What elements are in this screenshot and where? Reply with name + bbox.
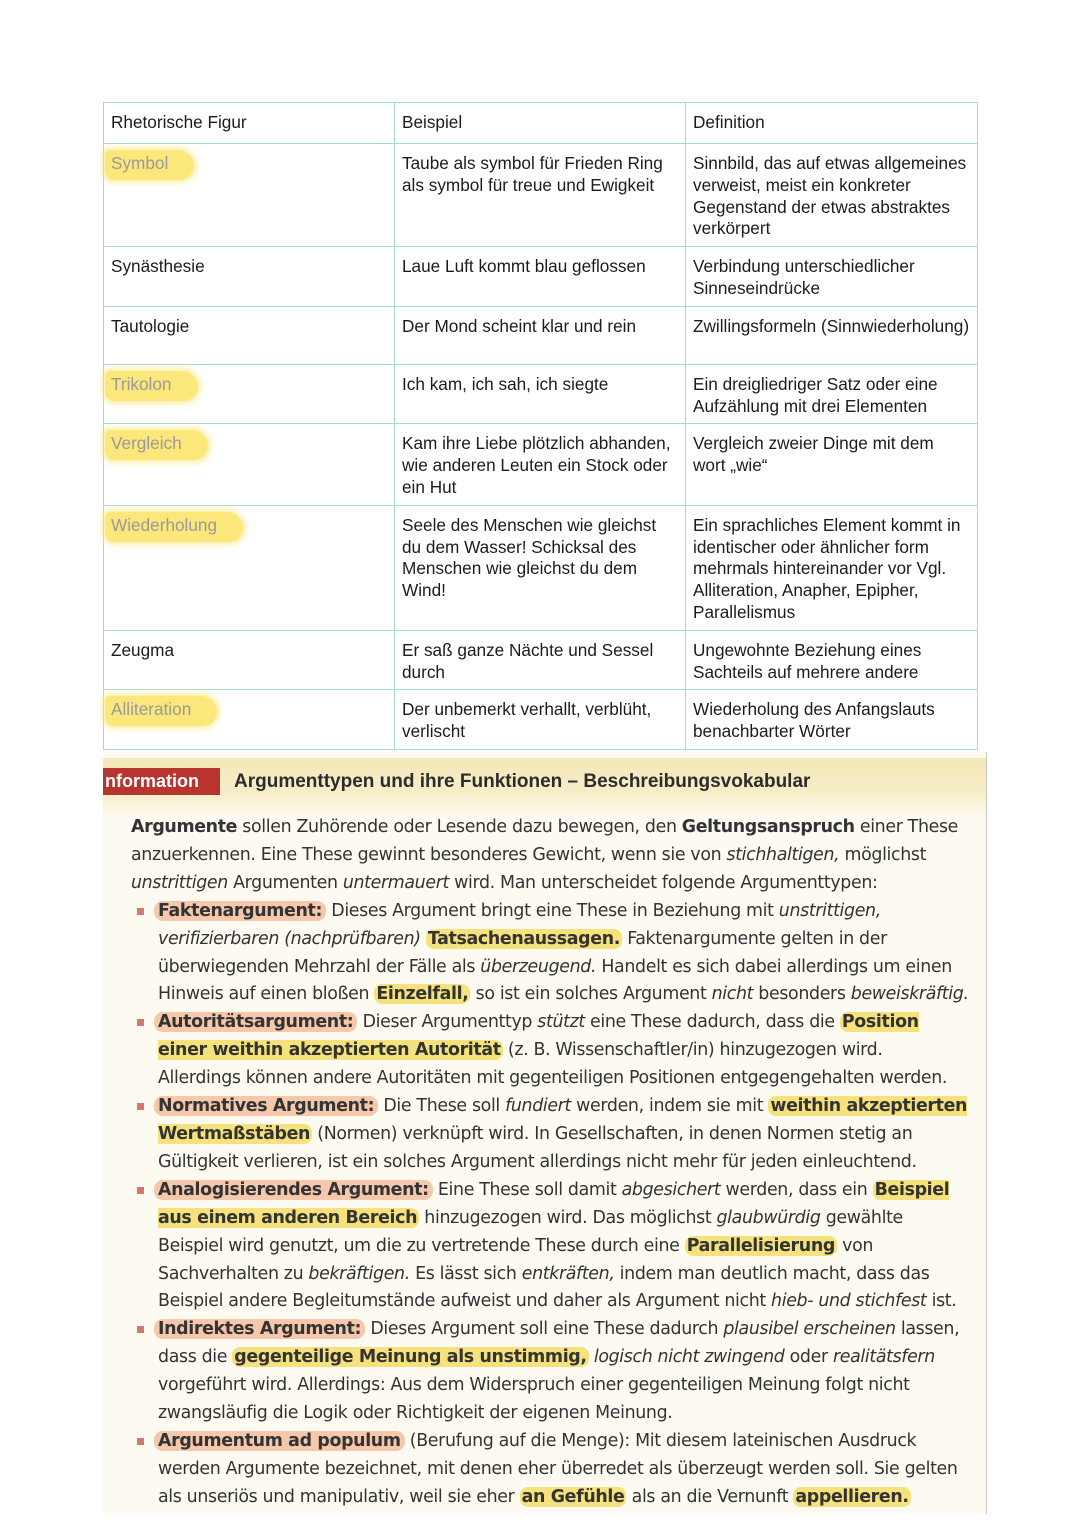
text-bold: Geltungsanspruch [681, 817, 855, 837]
info-right-rule [986, 752, 987, 1514]
example-cell: Der Mond scheint klar und rein [395, 306, 686, 364]
text-italic: logisch nicht zwingend [593, 1347, 785, 1368]
argument-term: Normatives Argument: [154, 1096, 378, 1116]
text-highlight: appellieren. [795, 1486, 909, 1507]
definition-cell: Zwillingsformeln (Sinnwiederholung) [686, 306, 978, 364]
definition-cell: Wiederholung des Anfangslauts benachbarter Wörter [686, 690, 978, 750]
figure-name: Trikolon [105, 371, 198, 401]
text-italic: stichhaltigen, [726, 844, 840, 865]
definition-cell: Verbindung unterschiedlicher Sinneseindrücke [686, 247, 978, 307]
text: ist. [926, 1291, 957, 1312]
text: oder [784, 1347, 833, 1368]
text: (z. B. Wissenschaftler/in) hinzugezogen wird. Allerdings können andere Autoritäten mit gegenteiligen Positionen entgegengehalten werden. [158, 1040, 948, 1089]
text-bold: Argumente [131, 817, 238, 837]
text-italic: entkräften, [521, 1263, 615, 1284]
text-italic: glaubwürdig [716, 1207, 821, 1228]
figure-cell: Zeugma [104, 630, 395, 690]
text: Es lässt sich [409, 1263, 522, 1284]
example-cell: Ich kam, ich sah, ich siegte [395, 364, 686, 424]
figure-name: Alliteration [105, 696, 217, 726]
text: einer These anzuerkennen. Eine These gewinnt besonderes Gewicht, wenn sie von [131, 817, 959, 865]
info-title: Argumenttypen und ihre Funktionen – Beschreibungsvokabular [234, 771, 811, 792]
text: hinzugezogen wird. Das möglichst [419, 1207, 717, 1228]
header-definition: Definition [686, 103, 978, 144]
figure-cell: Tautologie [104, 306, 395, 364]
definition-cell: Sinnbild, das auf etwas allgemeines verweist, meist ein konkreter Gegenstand der etwas abstraktes verkörpert [686, 144, 978, 247]
text: Eine These soll damit [432, 1179, 622, 1200]
text: als an die Vernunft [626, 1486, 794, 1507]
text-italic: nicht [711, 984, 754, 1005]
text: wird. Man unterscheidet folgende Argumenttypen: [448, 872, 878, 893]
text: eine These dadurch, dass die [584, 1012, 840, 1033]
text: Dieses Argument bringt eine These in Beziehung mit [326, 900, 779, 921]
list-item [131, 898, 969, 1010]
text: so ist ein solches Argument [470, 984, 712, 1005]
table-row [104, 247, 978, 307]
info-body [131, 814, 969, 1512]
text-highlight: Position einer weithin akzeptierten Autorität [158, 1012, 919, 1061]
text: Die These soll [378, 1096, 506, 1117]
text: vorgeführt wird. Allerdings: Aus dem Widerspruch einer gegenteiligen Meinung folgt nicht zwangsläufig die Logik oder Richtigkeit der eigenen Meinung. [158, 1375, 910, 1424]
text-italic: überzeugend. [480, 956, 597, 977]
rhetorical-figures-table [103, 102, 978, 750]
text: Handelt es sich dabei allerdings um einen Hinweis auf einen bloßen [158, 956, 952, 1005]
figure-cell [104, 505, 395, 630]
figure-cell [104, 364, 395, 424]
text-italic: abgesichert [621, 1179, 721, 1200]
text-italic: fundiert [505, 1096, 571, 1117]
table-header-row [104, 103, 978, 144]
text-italic: beweiskräftig. [850, 984, 969, 1005]
text: werden, dass ein [720, 1179, 873, 1200]
figure-name: Vergleich [105, 430, 208, 460]
text: (Normen) verknüpft wird. In Gesellschaften, in denen Normen stetig an Gültigkeit verlieren, ist ein solches Argument allerdings nicht mehr für jeden einleuchtend. [158, 1123, 917, 1172]
text: indem man deutlich macht, dass das Beispiel andere Begleitumstände aufweist und daher als Argument nicht [158, 1263, 930, 1312]
list-item [131, 1316, 969, 1428]
argument-term: Autoritätsargument: [154, 1012, 357, 1032]
table-row [104, 364, 978, 424]
list-item [131, 1009, 969, 1093]
list-item [131, 1177, 969, 1317]
text-highlight: gegenteilige Meinung als unstimmig, [234, 1347, 587, 1368]
text-italic: plausibel erscheinen [723, 1319, 896, 1340]
argument-term: Argumentum ad populum [154, 1431, 405, 1451]
table-row [104, 306, 978, 364]
figure-cell [104, 144, 395, 247]
text: Dieser Argumenttyp [357, 1012, 538, 1033]
text: Dieses Argument soll eine These dadurch [365, 1319, 724, 1340]
example-cell: Er saß ganze Nächte und Sessel durch [395, 630, 686, 690]
text-italic: hieb- und stichfest [771, 1291, 927, 1312]
text: Argumenten [227, 872, 343, 893]
argument-term: Indirektes Argument: [154, 1319, 365, 1339]
figure-cell [104, 690, 395, 750]
figure-cell: Synästhesie [104, 247, 395, 307]
table-row [104, 505, 978, 630]
figure-name: Wiederholung [105, 512, 243, 542]
text-italic: untermauert [342, 872, 449, 893]
text-highlight: Einzelfall, [376, 984, 469, 1005]
table-row [104, 144, 978, 247]
example-cell: Der unbemerkt verhallt, verblüht, verlischt [395, 690, 686, 750]
text: von Sachverhalten zu [158, 1235, 874, 1284]
text-highlight: Beispiel aus einem anderen Bereich [158, 1179, 950, 1228]
text-italic: unstrittigen, verifizierbaren (nachprüfbaren) [158, 900, 881, 949]
text-italic: stützt [537, 1012, 585, 1033]
info-intro [131, 814, 969, 898]
text-highlight: Tatsachenaussagen. [427, 928, 621, 949]
text-italic: unstrittigen [131, 872, 228, 893]
example-cell: Seele des Menschen wie gleichst du dem Wasser! Schicksal des Menschen wie gleichst du dem Wind! [395, 505, 686, 630]
header-example: Beispiel [395, 103, 686, 144]
text: werden, indem sie mit [571, 1096, 769, 1117]
information-box [103, 752, 987, 1514]
text-italic: bekräftigen. [308, 1263, 410, 1284]
table-row [104, 630, 978, 690]
figure-name: Symbol [105, 150, 194, 180]
info-label: nformation [103, 768, 220, 795]
list-item [131, 1093, 969, 1177]
text-highlight: weithin akzeptierten Wertmaßstäben [158, 1096, 968, 1144]
text: sollen Zuhörende oder Lesende dazu bewegen, den [237, 817, 682, 837]
table-row [104, 424, 978, 505]
text: besonders [753, 984, 851, 1005]
figure-cell [104, 424, 395, 505]
example-cell: Taube als symbol für Frieden Ring als symbol für treue und Ewigkeit [395, 144, 686, 247]
example-cell: Laue Luft kommt blau geflossen [395, 247, 686, 307]
definition-cell: Vergleich zweier Dinge mit dem wort „wie“ [686, 424, 978, 505]
definition-cell: Ein dreigliedriger Satz oder eine Aufzählung mit drei Elementen [686, 364, 978, 424]
definition-cell: Ungewohnte Beziehung eines Sachteils auf mehrere andere [686, 630, 978, 690]
text-highlight: Parallelisierung [686, 1235, 835, 1256]
argument-term: Analogisierendes Argument: [154, 1180, 433, 1200]
argument-type-list [131, 898, 969, 1512]
example-cell: Kam ihre Liebe plötzlich abhanden, wie anderen Leuten ein Stock oder ein Hut [395, 424, 686, 505]
argument-term: Faktenargument: [154, 901, 326, 921]
text: lassen, dass die [158, 1319, 960, 1368]
text-highlight: an Gefühle [521, 1486, 625, 1507]
definition-cell: Ein sprachliches Element kommt in identischer oder ähnlicher form mehrmals hintereinander vor Vgl. Alliteration, Anapher, Epipher, Parallelismus [686, 505, 978, 630]
text: gewählte Beispiel wird genutzt, um die zu vertretende These durch eine [158, 1207, 903, 1256]
list-item [131, 1428, 969, 1512]
table-row [104, 690, 978, 750]
header-figure: Rhetorische Figur [104, 103, 395, 144]
text: möglichst [839, 844, 927, 865]
text: Faktenargumente gelten in der überwiegenden Mehrzahl der Fälle als [158, 928, 887, 977]
text-italic: realitätsfern [832, 1347, 935, 1368]
text: (Berufung auf die Menge): Mit diesem lateinischen Ausdruck werden Argumente bezeichnet, mit denen eher überredet als überzeugt werden soll. Sie gelten als unseriös und manipulativ, weil sie eher [158, 1430, 958, 1507]
